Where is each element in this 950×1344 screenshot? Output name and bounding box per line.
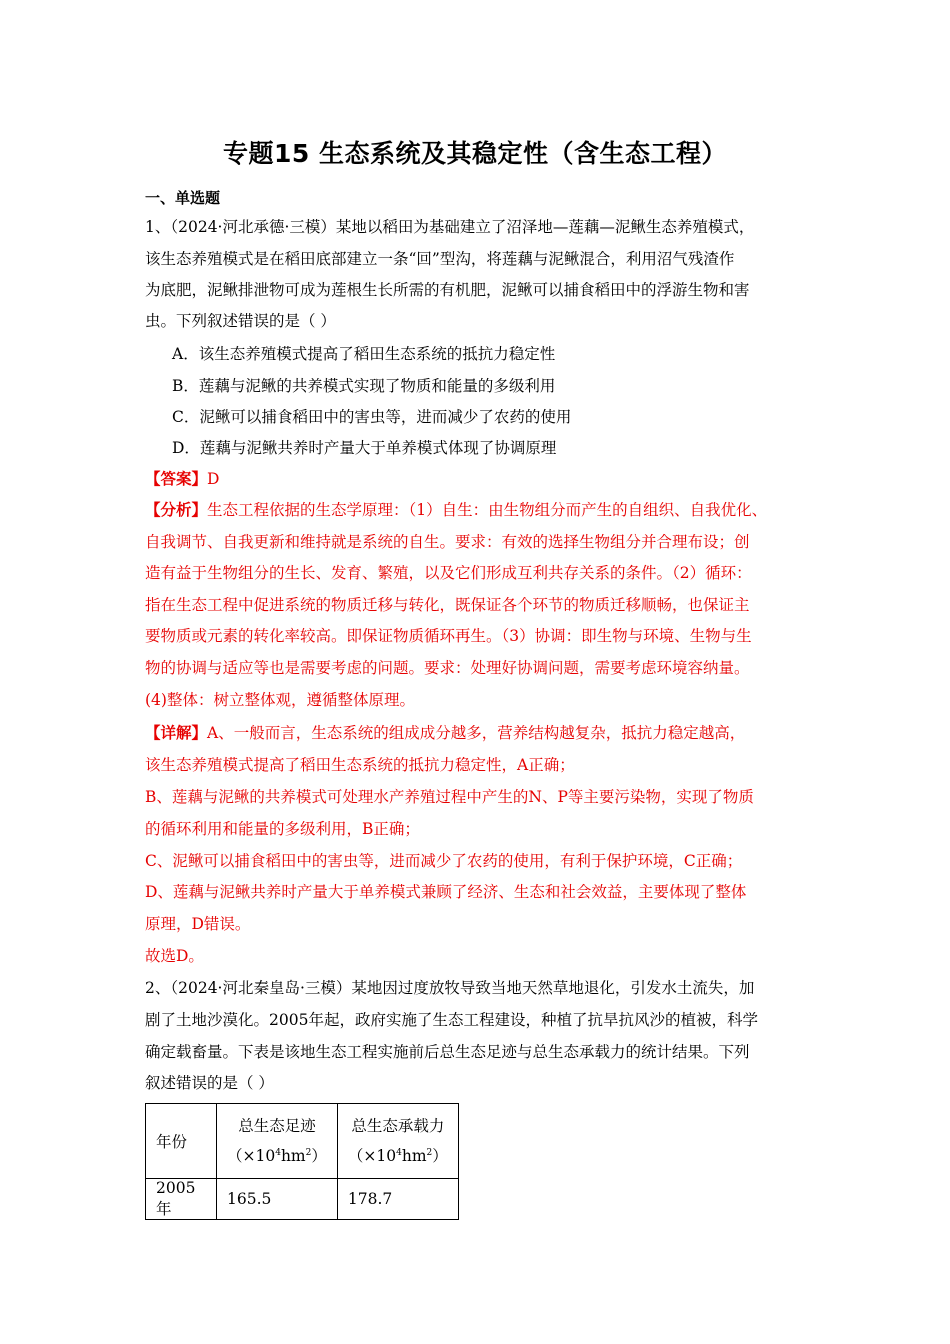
header-footprint-unit: $(\times 10^4hm^2)$: [227, 1147, 327, 1165]
q1-analysis-line: 要物质或元素的转化率较高。即保证物质循环再生。（3）协调：即生物与环境、生物与生: [145, 627, 752, 645]
q1-analysis-line: 指在生态工程中促进系统的物质迁移与转化，既保证各个环节的物质迁移顺畅，也保证主: [145, 596, 750, 614]
q2-stem-line: 剧了土地沙漠化。2005年起，政府实施了生态工程建设，种植了抗旱抗风沙的植被，科学: [145, 1011, 758, 1029]
cell-footprint: 165.5: [217, 1179, 338, 1220]
cell-capacity: 178.7: [337, 1179, 458, 1220]
table-header-row: [146, 1104, 459, 1179]
analysis-text: 生态工程依据的生态学原理：（1）自生：由生物组分而产生的自组织、自我优化、: [207, 501, 768, 519]
q1-answer: [145, 468, 219, 490]
detail-tag: 【详解】: [145, 723, 208, 742]
header-capacity-unit: $(\times 10^4hm^2)$: [347, 1147, 448, 1165]
q1-analysis-line: 造有益于生物组分的生长、发育、繁殖，以及它们形成互利共存关系的条件。（2）循环：: [145, 564, 752, 582]
q1-option-d: D．莲藕与泥鳅共养时产量大于单养模式体现了协调原理: [172, 439, 557, 457]
q1-detail-line: D、莲藕与泥鳅共养时产量大于单养模式兼顾了经济、生态和社会效益，主要体现了整体: [145, 883, 747, 901]
cell-year: 2005年: [146, 1179, 217, 1220]
detail-text: A、一般而言，生态系统的组成成分越多，营养结构越复杂，抵抗力稳定越高，: [207, 724, 746, 742]
q1-detail-line: 的循环利用和能量的多级利用，B正确；: [145, 820, 420, 838]
q2-data-table: [145, 1103, 459, 1220]
q1-stem-line: 为底肥，泥鳅排泄物可成为莲根生长所需的有机肥，泥鳅可以捕食稻田中的浮游生物和害: [145, 281, 750, 299]
q1-option-c: C．泥鳅可以捕食稻田中的害虫等，进而减少了农药的使用: [172, 408, 572, 426]
q1-detail-line: [145, 722, 745, 744]
q1-conclusion: 故选D。: [145, 947, 204, 965]
header-footprint: [217, 1104, 338, 1179]
header-capacity-label: 总生态承载力: [351, 1117, 445, 1135]
q1-analysis-line: (4)整体：树立整体观，遵循整体原理。: [145, 691, 415, 709]
q1-detail-line: C、泥鳅可以捕食稻田中的害虫等，进而减少了农药的使用，有利于保护环境，C正确；: [145, 852, 743, 870]
section-heading: 一、单选题: [145, 189, 221, 207]
q2-stem-line: 确定载畜量。下表是该地生态工程实施前后总生态足迹与总生态承载力的统计结果。下列: [145, 1043, 750, 1061]
answer-tag: 【答案】: [145, 469, 208, 488]
header-footprint-label: 总生态足迹: [238, 1117, 316, 1135]
q2-stem-line: 叙述错误的是（ ）: [145, 1074, 274, 1092]
q1-detail-line: 原理，D错误。: [145, 915, 251, 933]
q1-analysis-line: 自我调节、自我更新和维持就是系统的自生。要求：有效的选择生物组分并合理布设；创: [145, 533, 750, 551]
q1-analysis-line: [145, 499, 767, 521]
q1-detail-line: 该生态养殖模式提高了稻田生态系统的抵抗力稳定性，A正确；: [145, 756, 575, 774]
q1-stem-line: 1、（2024·河北承德·三模）某地以稻田为基础建立了沼泽地—莲藕—泥鳅生态养殖模式，: [145, 218, 755, 236]
q2-stem-line: 2、（2024·河北秦皇岛·三模）某地因过度放牧导致当地天然草地退化，引发水土流失，加: [145, 979, 755, 997]
q1-stem-line: 虫。下列叙述错误的是（ ）: [145, 312, 336, 330]
analysis-tag: 【分析】: [145, 500, 208, 519]
header-capacity: [337, 1104, 458, 1179]
q1-analysis-line: 物的协调与适应等也是需要考虑的问题。要求：处理好协调问题，需要考虑环境容纳量。: [145, 659, 750, 677]
q1-detail-line: B、莲藕与泥鳅的共养模式可处理水产养殖过程中产生的N、P等主要污染物，实现了物质: [145, 788, 754, 806]
page-title: 专题15 生态系统及其稳定性（含生态工程）: [223, 139, 727, 168]
header-year: 年份: [146, 1104, 217, 1179]
q1-option-b: B．莲藕与泥鳅的共养模式实现了物质和能量的多级利用: [172, 377, 556, 395]
table-row: [146, 1179, 459, 1220]
q1-stem-line: 该生态养殖模式是在稻田底部建立一条“回”型沟，将莲藕与泥鳅混合，利用沼气残渣作: [145, 250, 735, 268]
q1-option-a: A．该生态养殖模式提高了稻田生态系统的抵抗力稳定性: [172, 345, 556, 363]
answer-value: D: [207, 470, 220, 488]
